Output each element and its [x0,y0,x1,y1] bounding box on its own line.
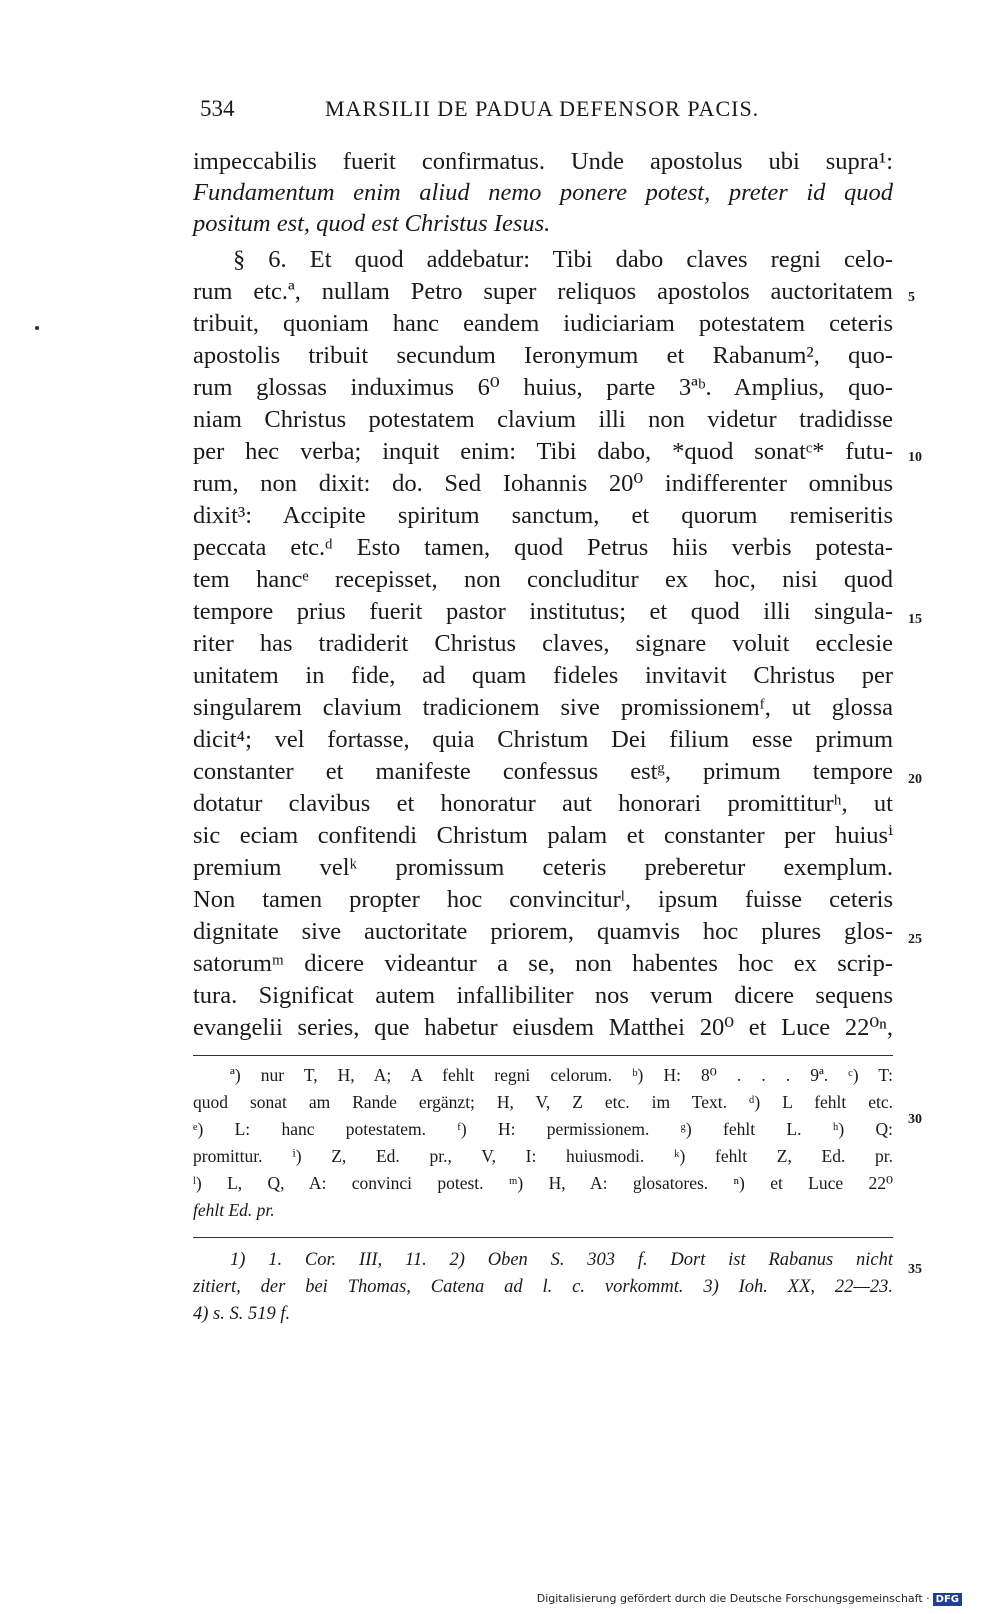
running-head: MARSILII DE PADUA DEFENSOR PACIS. [325,96,760,121]
text-line: per hec verba; inquit enim: Tibi dabo, *quod sonatᶜ* futu- [193,438,893,465]
line-number: 15 [908,612,922,627]
text-line: evangelii series, que habetur eiusdem Matthei 20⁰ et Luce 22⁰ⁿ, [193,1014,893,1041]
text-line: constanter et manifeste confessus estᵍ, primum tempore [193,758,893,785]
text-line: dignitate sive auctoritate priorem, quamvis hoc plures glos- [193,918,893,945]
text-line: riter has tradiderit Christus claves, signare voluit ecclesie [193,630,893,657]
line-number: 25 [908,932,922,947]
text-line: satorumᵐ dicere videantur a se, non habentes hoc ex scrip- [193,950,893,977]
margin-speck [35,326,39,330]
text-line: Fundamentum enim aliud nemo ponere potest, preter id quod [193,179,893,206]
line-number: 30 [908,1112,922,1127]
text-line: apostolis tribuit secundum Ieronymum et Rabanum², quo- [193,342,893,369]
footnote-divider [193,1055,893,1056]
text-line: impeccabilis fuerit confirmatus. Unde apostolus ubi supra¹: [193,148,893,175]
text-line: tempore prius fuerit pastor institutus; et quod illi singula- [193,598,893,625]
text-line: niam Christus potestatem clavium illi non videtur tradidisse [193,406,893,433]
page-number: 534 [200,96,235,121]
source-note-line: zitiert, der bei Thomas, Catena ad l. c. vorkommt. 3) Ioh. XX, 22—23. [193,1277,893,1297]
line-number: 35 [908,1262,922,1277]
text-line: dicit⁴; vel fortasse, quia Christum Dei filium esse primum [193,726,893,753]
text-line: tura. Significat autem infallibiliter nos verum dicere sequens [193,982,893,1009]
text-line: rum, non dixit: do. Sed Iohannis 20⁰ indifferenter omnibus [193,470,893,497]
text-line: Non tamen propter hoc convinciturˡ, ipsum fuisse ceteris [193,886,893,913]
dfg-logo: DFG [933,1593,962,1606]
digitization-credit [537,1592,962,1606]
apparatus-line: fehlt Ed. pr. [193,1200,275,1220]
line-number: 20 [908,772,922,787]
text-line: singularem clavium tradicionem sive promissionemᶠ, ut glossa [193,694,893,721]
text-line: rum glossas induximus 6⁰ huius, parte 3ªᵇ. Amplius, quo- [193,374,893,401]
text-line: rum etc.ª, nullam Petro super reliquos apostolos auctoritatem [193,278,893,305]
text-line: tem hancᵉ recepisset, non concluditur ex hoc, nisi quod [193,566,893,593]
line-number: 10 [908,450,922,465]
text-line: sic eciam confitendi Christum palam et constanter per huiusⁱ [193,822,893,849]
text-line: tribuit, quoniam hanc eandem iudiciariam potestatem ceteris [193,310,893,337]
apparatus-line: ˡ) L, Q, A: convinci potest. ᵐ) H, A: glosatores. ⁿ) et Luce 22⁰ [193,1173,893,1193]
text-line: dixit³: Accipite spiritum sanctum, et quorum remiseritis [193,502,893,529]
apparatus-line: ᵉ) L: hanc potestatem. ᶠ) H: permissionem. ᵍ) fehlt L. ʰ) Q: [193,1119,893,1139]
line-number: 5 [908,290,915,305]
credit-text: Digitalisierung gefördert durch die Deutsche Forschungsgemeinschaft · [536,1592,930,1605]
source-note-line: 4) s. S. 519 f. [193,1304,291,1324]
text-line: positum est, quod est Christus Iesus. [193,210,551,237]
text-line: dotatur clavibus et honoratur aut honorari promittiturʰ, ut [193,790,893,817]
source-note-line: 1) 1. Cor. III, 11. 2) Oben S. 303 f. Dort ist Rabanus nicht [230,1250,893,1270]
apparatus-line: quod sonat am Rande ergänzt; H, V, Z etc. im Text. ᵈ) L fehlt etc. [193,1092,893,1112]
apparatus-line: promittur. ⁱ) Z, Ed. pr., V, I: huiusmodi. ᵏ) fehlt Z, Ed. pr. [193,1146,893,1166]
text-line: premium velᵏ promissum ceteris preberetur exemplum. [193,854,893,881]
notes-divider [193,1237,893,1238]
apparatus-line: ª) nur T, H, A; A fehlt regni celorum. ᵇ) H: 8⁰ . . . 9ª. ᶜ) T: [230,1065,893,1085]
text-line: § 6. Et quod addebatur: Tibi dabo claves regni celo- [233,246,893,273]
text-line: unitatem in fide, ad quam fideles invitavit Christus per [193,662,893,689]
text-line: peccata etc.ᵈ Esto tamen, quod Petrus hiis verbis potesta- [193,534,893,561]
